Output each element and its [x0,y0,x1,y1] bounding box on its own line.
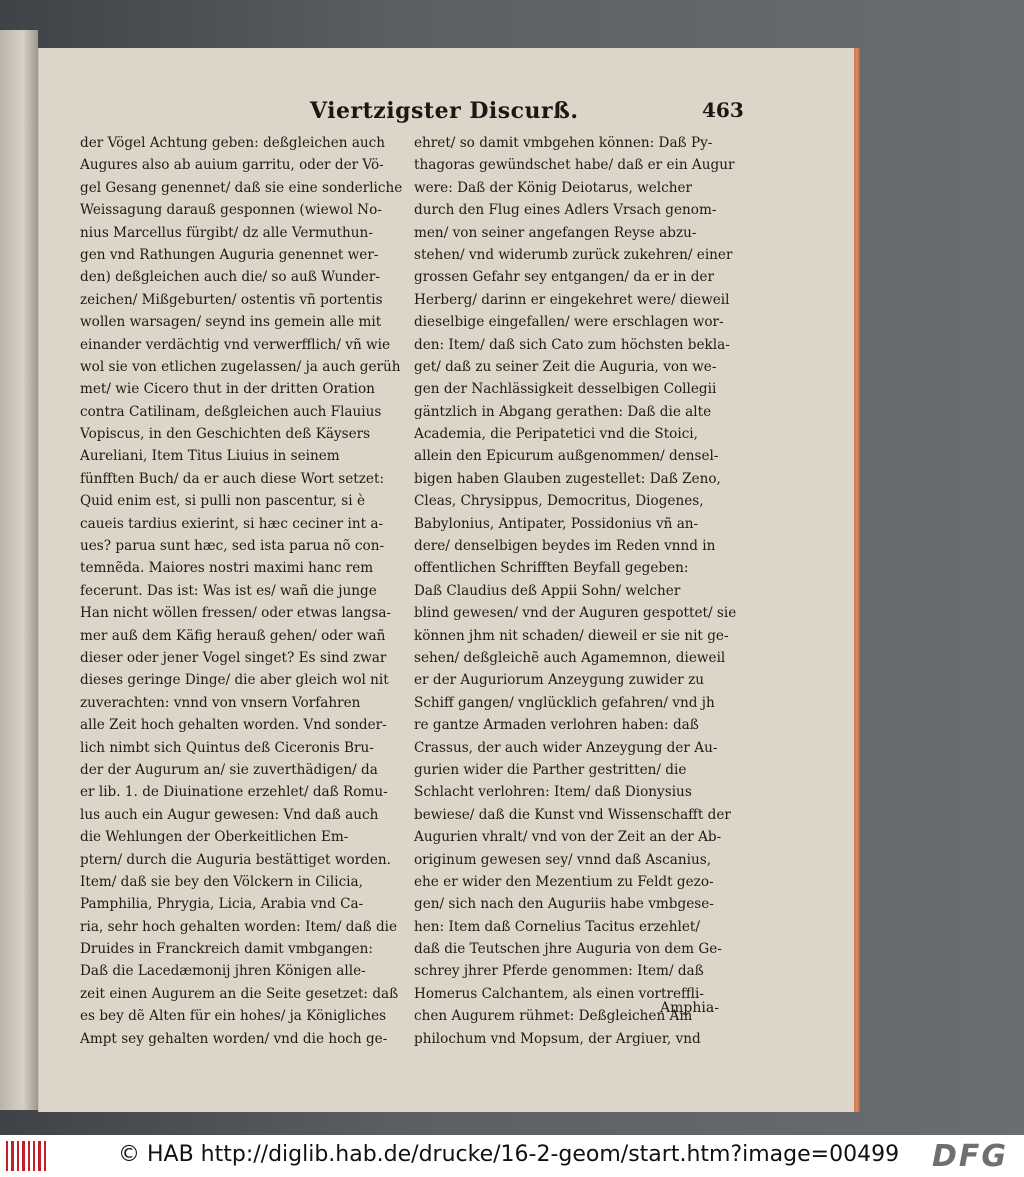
text-line: re gantze Armaden verlohren haben: daß [414,717,699,734]
facing-page-edge [0,30,38,1110]
text-line: fünfften Buch/ da er auch diese Wort setzet: [80,470,385,487]
text-line: Ampt sey gehalten worden/ vnd die hoch ge- [80,1030,388,1047]
text-line: nius Marcellus fürgibt/ dz alle Vermuthun- [80,224,373,241]
text-line: hen: Item daß Cornelius Tacitus erzehlet/ [414,918,700,935]
text-line: originum gewesen sey/ vnnd daß Ascanius, [414,851,712,868]
text-line: Schlacht verlohren: Item/ daß Dionysius [414,784,692,801]
text-line: wollen warsagen/ seynd ins gemein alle mit [80,314,382,331]
text-line: met/ wie Cicero thut in der dritten Oration [80,381,375,398]
text-line: den: Item/ daß sich Cato zum höchsten bekla- [414,336,730,353]
text-line: Item/ daß sie bey den Völckern in Cilicia, [80,873,363,890]
text-line: Augures also ab auium garritu, oder der Vö- [80,157,384,174]
text-line: Academia, die Peripatetici vnd die Stoici, [414,426,698,443]
page-header [310,98,780,130]
catchword: Amphia- [660,1000,719,1016]
text-line: der der Augurum an/ sie zuverthädigen/ da [80,761,378,778]
text-line: get/ daß zu seiner Zeit die Auguria, von we- [414,358,717,375]
text-line: Crassus, der auch wider Anzeygung der Au- [414,739,718,756]
text-line: chen Augurem rühmet: Deßgleichen Am [414,1008,693,1025]
text-line: zuverachten: vnnd von vnsern Vorfahren [80,694,361,711]
text-line: were: Daß der König Deiotarus, welcher [414,179,693,196]
text-line: den) deßgleichen auch die/ so auß Wunder- [80,269,380,286]
text-line: können jhm nit schaden/ dieweil er sie nit ge- [414,627,729,644]
text-line: men/ von seiner angefangen Reyse abzu- [414,224,697,241]
text-line: durch den Flug eines Adlers Vrsach genom- [414,202,717,219]
text-line: Vopiscus, in den Geschichten deß Käysers [80,426,371,443]
text-line: fecerunt. Das ist: Was ist es/ wañ die junge [80,582,377,599]
text-line: es bey dẽ Alten für ein hohes/ ja Königliches [80,1008,387,1025]
text-line: Daß Claudius deß Appii Sohn/ welcher [414,582,681,599]
page-fore-edge [854,48,860,1112]
barcode-icon [6,1141,46,1171]
page-number: 463 [702,98,744,122]
text-line: Aureliani, Item Titus Liuius in seinem [80,448,340,465]
text-line: gen vnd Rathungen Auguria genennet wer- [80,246,379,263]
text-line: dieser oder jener Vogel singet? Es sind zwar [80,649,387,666]
text-line: ptern/ durch die Auguria bestättiget worden. [80,851,391,868]
text-line: einander verdächtig vnd verwerfflich/ vñ wie [80,336,391,353]
text-line: Quid enim est, si pulli non pascentur, si è [80,493,365,510]
text-line: lus auch ein Augur gewesen: Vnd daß auch [80,806,379,823]
text-line: offentlichen Schrifften Beyfall gegeben: [414,560,689,577]
running-title: Viertzigster Discurß. [310,98,579,124]
text-line: die Wehlungen der Oberkeitlichen Em- [80,829,349,846]
text-line: schrey jhrer Pferde genommen: Item/ daß [414,963,704,980]
text-line: Herberg/ darinn er eingekehret were/ dieweil [414,291,730,308]
text-line: der Vögel Achtung geben: deßgleichen auch [80,135,386,151]
text-line: Pamphilia, Phrygia, Licia, Arabia vnd Ca- [80,896,364,913]
text-line: Han nicht wöllen fressen/ oder etwas langsa- [80,605,392,622]
text-line: grossen Gefahr sey entgangen/ da er in der [414,269,714,286]
text-line: allein den Epicurum außgenommen/ densel- [414,448,719,465]
text-line: zeichen/ Mißgeburten/ ostentis vñ portentis [80,291,383,308]
source-url-text[interactable]: © HAB http://diglib.hab.de/drucke/16-2-geom/start.htm?image=00499 [118,1142,900,1167]
text-line: Cleas, Chrysippus, Democritus, Diogenes, [414,493,704,510]
text-line: ues? parua sunt hæc, sed ista parua nõ con- [80,538,385,555]
text-line: thagoras gewündschet habe/ daß er ein Augur [414,157,735,174]
text-line: er der Auguriorum Anzeygung zuwider zu [414,672,705,689]
text-line: ehret/ so damit vmbgehen können: Daß Py- [414,135,713,151]
text-line: Schiff gangen/ vnglücklich gefahren/ vnd jh [414,694,715,711]
text-line: gäntzlich in Abgang gerathen: Daß die alte [414,403,712,420]
text-line: lich nimbt sich Quintus deß Ciceronis Bru- [80,739,374,756]
text-line: mer auß dem Käfig herauß gehen/ oder wañ [80,627,386,644]
text-line: alle Zeit hoch gehalten worden. Vnd sonder- [80,717,387,734]
text-line: gen der Nachlässigkeit desselbigen Collegii [414,381,717,398]
text-line: stehen/ vnd widerumb zurück zukehren/ einer [414,246,733,263]
text-line: Weissagung darauß gesponnen (wiewol No- [80,202,382,219]
text-line: Babylonius, Antipater, Possidonius vñ an- [414,515,699,532]
text-line: dieses geringe Dinge/ die aber gleich wol nit [80,672,389,689]
text-line: Homerus Calchantem, als einen vortreffli- [414,985,704,1002]
text-line: zeit einen Augurem an die Seite gesetzet: daß [80,985,399,1002]
right-text-column [414,132,742,1050]
text-line: contra Catilinam, deßgleichen auch Flauius [80,403,382,420]
text-line: temnẽda. Maiores nostri maximi hanc rem [80,560,374,577]
text-line: Druides in Franckreich damit vmbgangen: [80,941,373,958]
text-line: er lib. 1. de Diuinatione erzehlet/ daß Romu- [80,784,388,801]
text-line: dieselbige eingefallen/ were erschlagen wor- [414,314,724,331]
text-line: ehe er wider den Mezentium zu Feldt gezo- [414,873,714,890]
text-line: Daß die Lacedæmonij jhren Königen alle- [80,963,366,980]
text-line: gen/ sich nach den Auguriis habe vmbgese- [414,896,714,913]
text-line: daß die Teutschen jhre Auguria von dem Ge- [414,941,722,958]
text-line: sehen/ deßgleichẽ auch Agamemnon, dieweil [414,649,726,666]
text-line: bigen haben Glauben zugestellet: Daß Zeno, [414,470,721,487]
text-line: philochum vnd Mopsum, der Argiuer, vnd [414,1030,701,1047]
text-line: ria, sehr hoch gehalten worden: Item/ daß die [80,918,398,935]
text-line: gurien wider die Parther gestritten/ die [414,761,687,778]
text-line: blind gewesen/ vnd der Auguren gespottet/ sie [414,605,737,622]
text-line: dere/ denselbigen beydes im Reden vnnd in [414,538,716,555]
dfg-logo: DFG [932,1139,1009,1174]
text-line: caueis tardius exierint, si hæc ceciner int a- [80,515,384,532]
footer-bar [0,1135,1024,1177]
text-line: gel Gesang genennet/ daß sie eine sonderliche [80,179,403,196]
text-line: wol sie von etlichen zugelassen/ ja auch gerüh [80,358,401,375]
text-line: bewiese/ daß die Kunst vnd Wissenschafft der [414,806,731,823]
text-line: Augurien vhralt/ vnd von der Zeit an der Ab- [414,829,722,846]
left-text-column [80,132,406,1050]
